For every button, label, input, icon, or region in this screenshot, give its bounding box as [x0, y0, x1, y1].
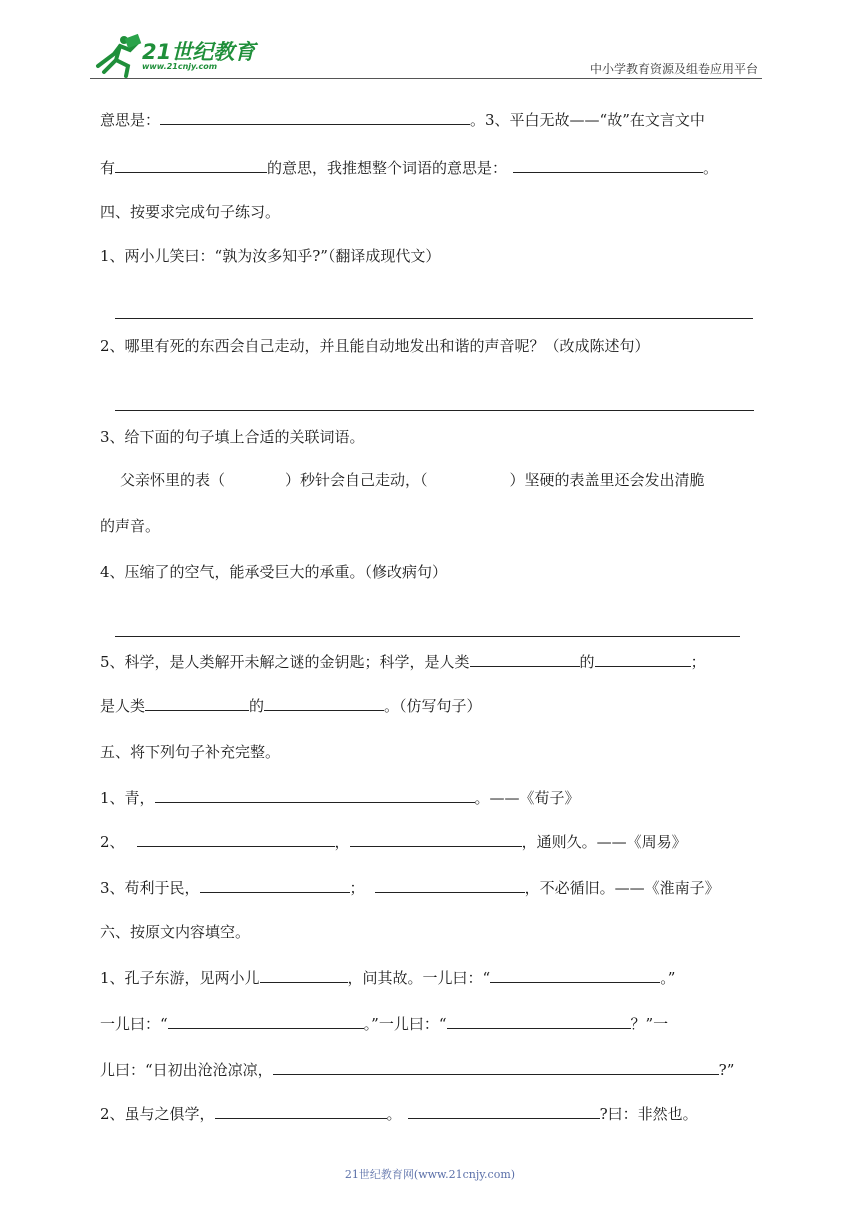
answer-blank[interactable]	[264, 694, 384, 711]
answer-blank[interactable]	[215, 1102, 387, 1119]
section-heading: 五、将下列句子补充完整。	[100, 743, 281, 761]
text-line: 是人类 的 。（仿写句子）	[100, 694, 482, 718]
text-line: 一儿曰：“ 。”一儿曰：“ ？”一	[100, 1012, 668, 1036]
answer-blank[interactable]	[200, 876, 350, 893]
answer-blank[interactable]	[145, 694, 249, 711]
question-2: 2、哪里有死的东西会自己走动，并且能自动地发出和谐的声音呢？（改成陈述句）	[100, 337, 650, 355]
answer-blank[interactable]	[168, 1012, 364, 1029]
answer-blank[interactable]	[595, 650, 691, 667]
question-4: 4、压缩了的空气，能承受巨大的承重。（修改病句）	[100, 563, 448, 581]
text-line: 3、苟利于民， ； ，不必循旧。——《淮南子》	[100, 876, 720, 900]
question-3: 3、给下面的句子填上合适的关联词语。	[100, 428, 365, 446]
answer-blank[interactable]	[470, 650, 580, 667]
text-line: 5、科学，是人类解开未解之谜的金钥匙；科学，是人类 的 ；	[100, 650, 706, 674]
logo-url: www.21cnjy.com	[142, 62, 218, 71]
answer-blank[interactable]	[350, 830, 522, 847]
text-line: 1、孔子东游，见两小儿 ，问其故。一儿曰：“ 。”	[100, 966, 675, 990]
answer-line[interactable]	[115, 636, 740, 637]
answer-line[interactable]	[115, 318, 753, 319]
text-line: 意思是： 。3、平白无故——“故”在文言文中	[100, 108, 705, 132]
answer-blank[interactable]	[447, 1012, 631, 1029]
section-heading: 六、按原文内容填空。	[100, 923, 251, 941]
answer-blank[interactable]	[160, 108, 470, 125]
answer-blank[interactable]	[375, 876, 525, 893]
text-line: 父亲怀里的表（ ）秒针会自己走动，（ ）坚硬的表盖里还会发出清脆	[120, 471, 705, 489]
answer-blank[interactable]	[137, 830, 335, 847]
answer-blank[interactable]	[155, 786, 475, 803]
header-divider	[90, 78, 762, 79]
text-line: 2、虽与之俱学， 。 ?曰：非然也。	[100, 1102, 698, 1126]
page-footer[interactable]: 21世纪教育网(www.21cnjy.com)	[344, 1168, 516, 1181]
answer-line[interactable]	[115, 410, 754, 411]
text-line: 1、青， 。——《荀子》	[100, 786, 580, 810]
platform-title: 中小学教育资源及组卷应用平台	[589, 62, 758, 76]
text-line: 2、 ， ，通则久。——《周易》	[100, 830, 687, 854]
text-line: 的声音。	[100, 517, 161, 535]
answer-blank[interactable]	[260, 966, 348, 983]
answer-blank[interactable]	[115, 156, 267, 173]
text-line: 儿曰：“日初出沧沧凉凉， ?”	[100, 1058, 734, 1082]
logo-text: 21世纪教育	[142, 40, 256, 64]
answer-blank[interactable]	[513, 156, 703, 173]
answer-blank[interactable]	[273, 1058, 719, 1075]
text-line: 有 的意思，我推想整个词语的意思是： 。	[100, 156, 718, 180]
page-header	[90, 30, 762, 80]
question-1: 1、两小儿笑曰：“孰为汝多知乎?”（翻译成现代文）	[100, 247, 441, 265]
answer-blank[interactable]	[408, 1102, 600, 1119]
answer-blank[interactable]	[490, 966, 660, 983]
section-heading: 四、按要求完成句子练习。	[100, 203, 281, 221]
